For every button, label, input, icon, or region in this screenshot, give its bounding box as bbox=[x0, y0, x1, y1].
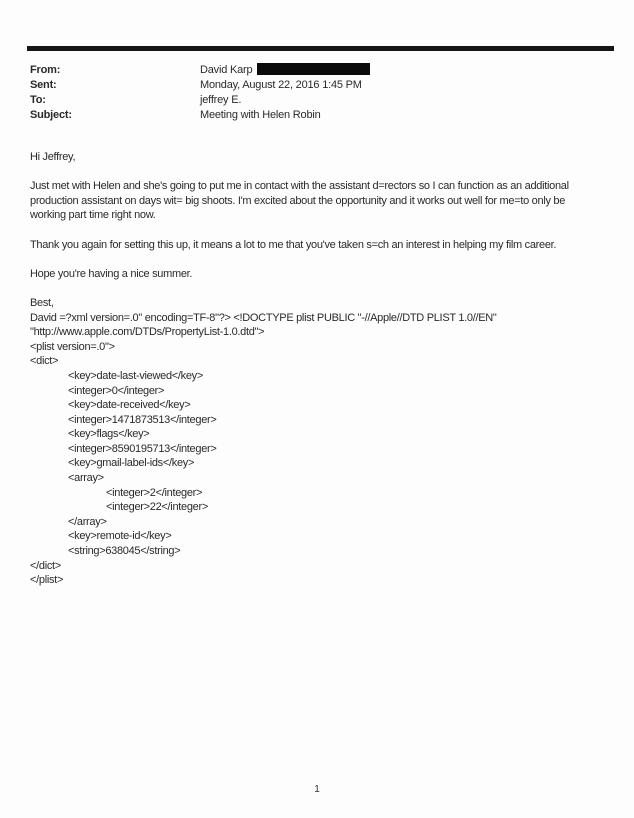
plist-line: <string>638045</string> bbox=[68, 545, 181, 558]
header-row bbox=[30, 108, 370, 123]
plist-line: "http://www.apple.com/DTDs/PropertyList-1.0.dtd"> bbox=[30, 326, 265, 339]
header-value: David Karp bbox=[200, 63, 370, 78]
body-line: Hope you're having a nice summer. bbox=[30, 267, 193, 280]
plist-line: <integer>8590195713</integer> bbox=[68, 442, 217, 455]
header-row bbox=[30, 78, 370, 93]
plist-line: <integer>22</integer> bbox=[106, 501, 208, 514]
plist-line: <key>date-last-viewed</key> bbox=[68, 369, 203, 382]
body-line: Just met with Helen and she's going to put me in contact with the assistant d=rectors so I can function as an additional bbox=[30, 180, 569, 193]
plist-line: <integer>1471873513</integer> bbox=[68, 413, 217, 426]
plist-line: <key>remote-id</key> bbox=[68, 530, 172, 543]
plist-line: <key>date-received</key> bbox=[68, 399, 191, 412]
header-divider-rule bbox=[27, 46, 614, 51]
plist-block bbox=[30, 311, 626, 588]
plist-line: <dict> bbox=[30, 355, 59, 368]
header-value: Monday, August 22, 2016 1:45 PM bbox=[200, 79, 362, 91]
plist-line: David =?xml version=.0" encoding=TF-8"?> <!DOCTYPE plist PUBLIC "-//Apple//DTD PLIST 1.0//EN" bbox=[30, 311, 497, 324]
plist-line: </plist> bbox=[30, 574, 64, 587]
body-paragraph bbox=[30, 267, 626, 282]
header-label: To: bbox=[30, 94, 46, 106]
body-paragraph bbox=[30, 238, 626, 253]
header-row bbox=[30, 93, 370, 108]
body-paragraph bbox=[30, 296, 626, 311]
plist-line: <array> bbox=[68, 472, 104, 485]
plist-line: </array> bbox=[68, 515, 107, 528]
body-line: Hi Jeffrey, bbox=[30, 151, 76, 163]
email-body bbox=[30, 150, 626, 588]
page-number: 1 bbox=[314, 784, 320, 795]
body-paragraphs-container bbox=[30, 150, 626, 311]
body-line: Best, bbox=[30, 296, 54, 309]
body-line: production assistant on days wit= big shoots. I'm excited about the opportunity and it works out well for me=to only be bbox=[30, 194, 566, 207]
plist-line: <integer>2</integer> bbox=[106, 486, 203, 499]
header-label: Sent: bbox=[30, 79, 57, 91]
plist-line: <key>gmail-label-ids</key> bbox=[68, 457, 195, 470]
body-paragraph bbox=[30, 150, 626, 165]
plist-line: </dict> bbox=[30, 559, 61, 572]
redaction-bar bbox=[257, 63, 370, 75]
plist-line: <plist version=.0"> bbox=[30, 340, 115, 353]
plist-line: <integer>0</integer> bbox=[68, 384, 165, 397]
header-label: From: bbox=[30, 64, 61, 76]
header-value: jeffrey E. bbox=[200, 94, 242, 106]
page-footer bbox=[0, 784, 634, 795]
body-line: working part time right now. bbox=[30, 209, 156, 222]
header-value: Meeting with Helen Robin bbox=[200, 109, 321, 121]
header-label: Subject: bbox=[30, 109, 72, 121]
header-row bbox=[30, 63, 370, 78]
email-header-table bbox=[30, 63, 370, 123]
plist-line: <key>flags</key> bbox=[68, 428, 150, 441]
body-line: Thank you again for setting this up, it means a lot to me that you've taken s=ch an interest in helping my film career. bbox=[30, 238, 557, 251]
body-paragraph bbox=[30, 179, 626, 223]
